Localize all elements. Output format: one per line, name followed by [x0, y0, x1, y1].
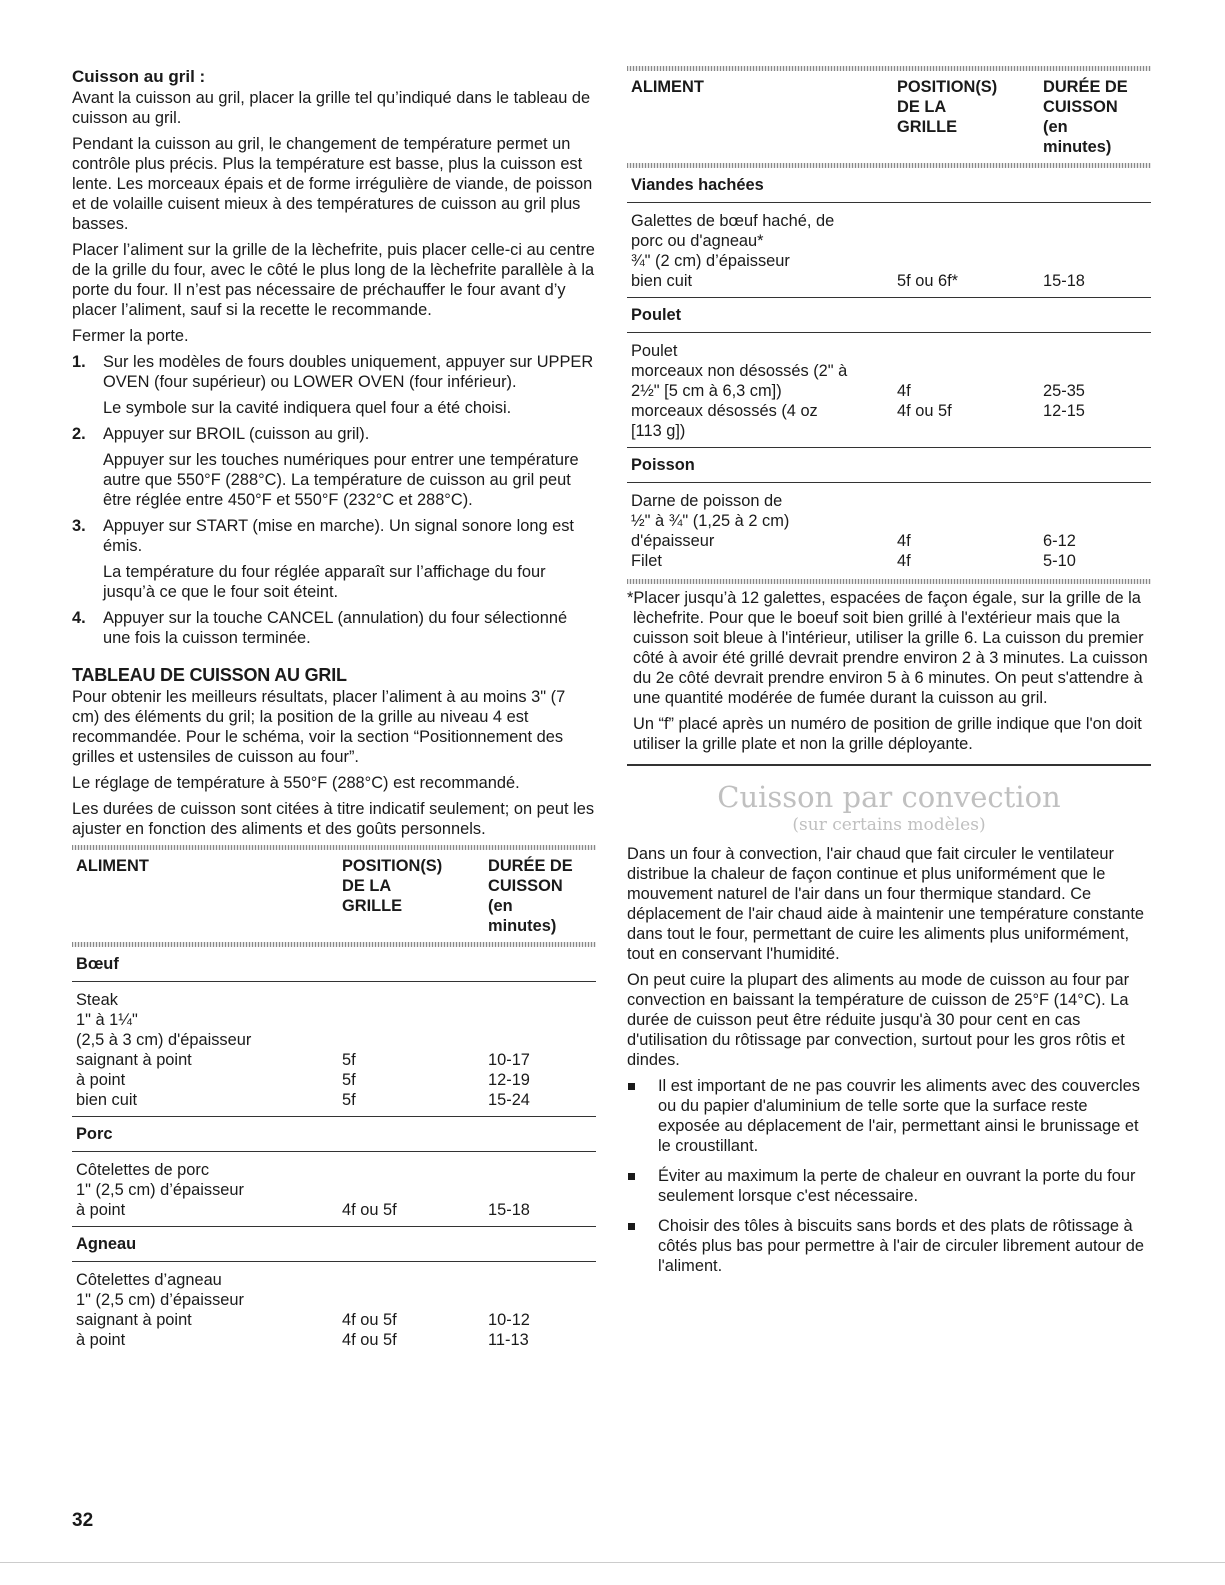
- table-row: [627, 203, 1151, 298]
- category-label: Bœuf: [72, 947, 596, 982]
- convection-para-1: Dans un four à convection, l'air chaud que fait circuler le ventilateur distribue la chaleur de façon continue et plus uniformément que le mouvement naturel de l'air dans un four thermique standard. Ce déplacement de l'air chaud aide à maintenir une température constante dans tout le four, permettant de cuire les aliments plus uniformément, tout en conservant l'humidité.: [627, 845, 1145, 963]
- rack-note: Un “f” placé après un numéro de position de grille indique que l'on doit utiliser la grille plate et non la grille déployante.: [633, 715, 1142, 753]
- food-cell-line: bien cuit: [76, 1091, 138, 1109]
- food-cell-line: Darne de poisson de: [631, 492, 783, 510]
- broil-steps: [72, 352, 596, 648]
- food-cell-line: Galettes de bœuf haché, de: [631, 212, 835, 230]
- time-cell-line: 11-13: [488, 1331, 529, 1349]
- step-number: 2.: [72, 425, 86, 443]
- table-footnotes: [627, 588, 1151, 754]
- table-row: [627, 483, 1151, 578]
- page-number: 32: [72, 1510, 94, 1531]
- food-cell: [627, 203, 893, 298]
- header-line: minutes): [488, 917, 557, 935]
- category-row: [627, 298, 1151, 333]
- header-line: DURÉE DE: [1043, 78, 1128, 96]
- tip-item: [627, 1166, 1151, 1206]
- position-cell-line: [897, 361, 1035, 381]
- table-intro-3: Les durées de cuisson sont citées à titre indicatif seulement; on peut les ajuster en fonction des aliments et des goûts personnels.: [72, 800, 595, 838]
- header-line: DE LA: [897, 98, 947, 116]
- food-cell: [72, 1152, 338, 1227]
- category-row: [627, 168, 1151, 203]
- broil-para-1: Avant la cuisson au gril, placer la grille tel qu’indiqué dans le tableau de cuisson au gril.: [72, 89, 591, 127]
- table-row: [72, 1262, 596, 1357]
- cooking-table: [627, 71, 1151, 584]
- food-cell-line: saignant à point: [76, 1051, 192, 1069]
- food-cell-line: à point: [76, 1201, 126, 1219]
- tip-item: [627, 1076, 1151, 1156]
- header-line: POSITION(S): [342, 857, 443, 875]
- header-line: GRILLE: [897, 118, 958, 136]
- bullet-square-icon: [628, 1173, 635, 1180]
- header-line: (en: [488, 897, 513, 915]
- step-item: [72, 516, 596, 602]
- time-cell-line: [488, 1160, 592, 1180]
- position-cell-line: 4f ou 5f: [342, 1331, 397, 1349]
- time-cell-line: [488, 1030, 592, 1050]
- position-cell: [893, 203, 1039, 298]
- step-number: 3.: [72, 517, 86, 535]
- food-cell: [627, 333, 893, 448]
- position-cell-line: [897, 231, 1035, 251]
- step-number: 4.: [72, 609, 86, 627]
- time-cell: [484, 1262, 596, 1357]
- header-duree: [1039, 71, 1151, 159]
- table-header-row: [627, 71, 1151, 159]
- header-line: (en: [1043, 118, 1068, 136]
- step-number: 1.: [72, 353, 86, 371]
- time-cell-line: [1043, 491, 1147, 511]
- position-cell-line: [342, 1010, 480, 1030]
- bullet-square-icon: [628, 1223, 635, 1230]
- bottom-rule: [0, 1562, 1225, 1563]
- category-row: [72, 947, 596, 982]
- table-section-title: TABLEAU DE CUISSON AU GRIL: [72, 665, 347, 685]
- cooking-table: [72, 850, 596, 1356]
- time-cell-line: 15-18: [488, 1201, 530, 1219]
- time-cell: [1039, 203, 1151, 298]
- left-column: [72, 66, 596, 1356]
- table-row: [72, 1152, 596, 1227]
- broil-title: Cuisson au gril :: [72, 67, 206, 86]
- time-cell-line: 6-12: [1043, 532, 1076, 550]
- header-line: ALIMENT: [76, 857, 149, 875]
- food-cell-line: à point: [76, 1331, 126, 1349]
- position-cell-line: 4f: [897, 532, 911, 550]
- broil-table-left: [72, 845, 596, 1356]
- position-cell-line: [342, 990, 480, 1010]
- convection-para-2: On peut cuire la plupart des aliments au mode de cuisson au four par convection en baissant la température de cuisson de 25°F (14°C). La durée de cuisson peut être réduite jusqu'à 30 pour cent en cas d'utilisation du rôtissage par convection, surtout pour les gros rôtis et dindes.: [627, 971, 1130, 1069]
- step-extra: Le symbole sur la cavité indiquera quel four a été choisi.: [103, 399, 512, 417]
- table-header-row: [72, 850, 596, 938]
- position-cell-line: [897, 491, 1035, 511]
- position-cell-line: 5f: [342, 1071, 356, 1089]
- position-cell: [893, 333, 1039, 448]
- time-cell-line: 25-35: [1043, 382, 1085, 400]
- category-row: [72, 1117, 596, 1152]
- food-cell-line: à point: [76, 1071, 126, 1089]
- header-line: DURÉE DE: [488, 857, 573, 875]
- position-cell-line: [897, 211, 1035, 231]
- broil-para-2: Pendant la cuisson au gril, le changement de température permet un contrôle plus précis. Plus la température est basse, plus la cuisson est lente. Les morceaux épais et de forme irrégulière de viande, de poisson et de volaille cuisent mieux à des températures de cuisson au gril plus basses.: [72, 135, 593, 233]
- category-label: Porc: [72, 1117, 596, 1152]
- food-cell-line: Poulet: [631, 342, 678, 360]
- step-text: Appuyer sur START (mise en marche). Un signal sonore long est émis.: [103, 517, 574, 555]
- position-cell-line: 5f ou 6f*: [897, 272, 959, 290]
- position-cell-line: 5f: [342, 1051, 356, 1069]
- food-cell-line: saignant à point: [76, 1311, 192, 1329]
- step-extra: La température du four réglée apparaît sur l’affichage du four jusqu’à ce que le four soit éteint.: [103, 563, 546, 601]
- time-cell: [1039, 333, 1151, 448]
- time-cell-line: 5-10: [1043, 552, 1076, 570]
- time-cell-line: [1043, 421, 1147, 441]
- food-cell: [627, 483, 893, 578]
- position-cell-line: 5f: [342, 1091, 356, 1109]
- position-cell: [338, 1152, 484, 1227]
- position-cell-line: [342, 1180, 480, 1200]
- step-item: [72, 424, 596, 510]
- time-cell-line: 12-15: [1043, 402, 1085, 420]
- time-cell-line: [1043, 361, 1147, 381]
- food-cell-line: 2½" [5 cm à 6,3 cm]): [631, 382, 782, 400]
- position-cell-line: [342, 1030, 480, 1050]
- food-cell-line: [113 g]): [631, 422, 686, 440]
- step-item: [72, 608, 596, 648]
- broil-para-4: Fermer la porte.: [72, 327, 189, 345]
- food-cell-line: ¾" (2 cm) d’épaisseur: [631, 252, 790, 270]
- time-cell-line: [1043, 251, 1147, 271]
- tip-item: [627, 1216, 1151, 1276]
- time-cell-line: [488, 1010, 592, 1030]
- time-cell-line: 10-17: [488, 1051, 530, 1069]
- right-column: [627, 66, 1151, 1286]
- category-row: [72, 1227, 596, 1262]
- time-cell-line: 15-18: [1043, 272, 1085, 290]
- header-line: minutes): [1043, 138, 1112, 156]
- bullet-square-icon: [628, 1083, 635, 1090]
- step-text: Sur les modèles de fours doubles uniquement, appuyer sur UPPER OVEN (four supérieur) ou LOWER OVEN (four inférieur).: [103, 353, 594, 391]
- header-line: CUISSON: [1043, 98, 1118, 116]
- table-intro-1: Pour obtenir les meilleurs résultats, placer l’aliment à au moins 3" (7 cm) des éléments du gril; la position de la grille au niveau 4 est recommandée. Pour le schéma, voir la section “Positionnement des grilles et ustensiles de cuisson au four”.: [72, 688, 566, 766]
- category-label: Poisson: [627, 448, 1151, 483]
- food-cell-line: Côtelettes d’agneau: [76, 1271, 222, 1289]
- category-row: [627, 448, 1151, 483]
- food-cell-line: 1" à 1¼": [76, 1011, 138, 1029]
- food-cell: [72, 1262, 338, 1357]
- footnote-text: *Placer jusqu’à 12 galettes, espacées de façon égale, sur la grille de la lèchefrite. Pour que le boeuf soit bien grillé à l'extérieur mais que la cuisson soit bleue à l'intérieur, utiliser la grille 6. La cuisson du premier côté à avoir été grillé devrait prendre environ 2 à 3 minutes. La cuisson du 2e côté devrait prendre environ 5 à 6 minutes. On peut s'attendre à une quantité modérée de fumée durant la cuisson au gril.: [627, 589, 1148, 707]
- position-cell-line: [342, 1290, 480, 1310]
- food-cell-line: Filet: [631, 552, 662, 570]
- time-cell-line: [1043, 231, 1147, 251]
- position-cell-line: 4f: [897, 552, 911, 570]
- position-cell-line: [897, 251, 1035, 271]
- time-cell-line: [488, 990, 592, 1010]
- position-cell: [893, 483, 1039, 578]
- food-cell-line: (2,5 à 3 cm) d'épaisseur: [76, 1031, 252, 1049]
- position-cell: [338, 982, 484, 1117]
- food-cell-line: bien cuit: [631, 272, 693, 290]
- header-aliment: [72, 850, 338, 938]
- food-cell-line: porc ou d'agneau*: [631, 232, 764, 250]
- table-bottom-stripe: [627, 579, 1151, 584]
- food-cell-line: morceaux non désossés (2" à: [631, 362, 848, 380]
- table-row: [627, 333, 1151, 448]
- food-cell-line: Côtelettes de porc: [76, 1161, 210, 1179]
- category-label: Viandes hachées: [627, 168, 1151, 203]
- time-cell-line: 12-19: [488, 1071, 530, 1089]
- time-cell-line: [488, 1180, 592, 1200]
- tip-text: Éviter au maximum la perte de chaleur en ouvrant la porte du four seulement lorsque c'est nécessaire.: [658, 1167, 1136, 1205]
- broil-table-right: [627, 66, 1151, 584]
- broil-para-3: Placer l’aliment sur la grille de la lèchefrite, puis placer celle-ci au centre de la grille du four, avec le côté le plus long de la lèchefrite parallèle à la porte du four. Il n’est pas nécessaire de préchauffer le four avant d’y placer l’aliment, sauf si la recette le recommande.: [72, 241, 595, 319]
- convection-tips: [627, 1076, 1151, 1276]
- position-cell-line: 4f: [897, 382, 911, 400]
- table-intro-2: Le réglage de température à 550°F (288°C) est recommandé.: [72, 774, 520, 792]
- convection-title: Cuisson par convection: [717, 780, 1061, 814]
- section-divider: [627, 764, 1151, 766]
- header-position: [893, 71, 1039, 159]
- food-cell-line: morceaux désossés (4 oz: [631, 402, 818, 420]
- position-cell-line: 4f ou 5f: [897, 402, 952, 420]
- step-text: Appuyer sur BROIL (cuisson au gril).: [103, 425, 370, 443]
- position-cell-line: [897, 511, 1035, 531]
- time-cell: [1039, 483, 1151, 578]
- time-cell-line: 10-12: [488, 1311, 530, 1329]
- header-aliment: [627, 71, 893, 159]
- position-cell-line: 4f ou 5f: [342, 1311, 397, 1329]
- step-extra: Appuyer sur les touches numériques pour entrer une température autre que 550°F (288°C). La température de cuisson au gril peut être réglée entre 450°F et 550°F (232°C et 288°C).: [103, 451, 579, 509]
- time-cell: [484, 982, 596, 1117]
- tip-text: Il est important de ne pas couvrir les aliments avec des couvercles ou du papier d'aluminium de telle sorte que la surface reste exposée au déplacement de l'air, permettant ainsi le brunissage et le croustillant.: [658, 1077, 1140, 1155]
- food-cell-line: Steak: [76, 991, 118, 1009]
- category-label: Poulet: [627, 298, 1151, 333]
- time-cell-line: 15-24: [488, 1091, 530, 1109]
- food-cell: [72, 982, 338, 1117]
- time-cell-line: [488, 1270, 592, 1290]
- time-cell-line: [1043, 211, 1147, 231]
- header-line: CUISSON: [488, 877, 563, 895]
- time-cell-line: [488, 1290, 592, 1310]
- food-cell-line: 1" (2,5 cm) d’épaisseur: [76, 1181, 244, 1199]
- position-cell-line: [897, 341, 1035, 361]
- food-cell-line: d'épaisseur: [631, 532, 715, 550]
- food-cell-line: 1" (2,5 cm) d’épaisseur: [76, 1291, 244, 1309]
- category-label: Agneau: [72, 1227, 596, 1262]
- position-cell-line: [342, 1270, 480, 1290]
- step-text: Appuyer sur la touche CANCEL (annulation) du four sélectionné une fois la cuisson terminée.: [103, 609, 568, 647]
- table-row: [72, 982, 596, 1117]
- time-cell: [484, 1152, 596, 1227]
- time-cell-line: [1043, 511, 1147, 531]
- position-cell-line: 4f ou 5f: [342, 1201, 397, 1219]
- header-line: DE LA: [342, 877, 392, 895]
- header-line: POSITION(S): [897, 78, 998, 96]
- step-item: [72, 352, 596, 418]
- tip-text: Choisir des tôles à biscuits sans bords et des plats de rôtissage à côtés plus bas pour permettre à l'air de circuler librement autour de l'aliment.: [658, 1217, 1144, 1275]
- position-cell-line: [342, 1160, 480, 1180]
- time-cell-line: [1043, 341, 1147, 361]
- header-line: GRILLE: [342, 897, 403, 915]
- header-duree: [484, 850, 596, 938]
- food-cell-line: ½" à ¾" (1,25 à 2 cm): [631, 512, 790, 530]
- convection-subtitle: (sur certains modèles): [792, 815, 986, 835]
- position-cell-line: [897, 421, 1035, 441]
- position-cell: [338, 1262, 484, 1357]
- header-line: ALIMENT: [631, 78, 704, 96]
- header-position: [338, 850, 484, 938]
